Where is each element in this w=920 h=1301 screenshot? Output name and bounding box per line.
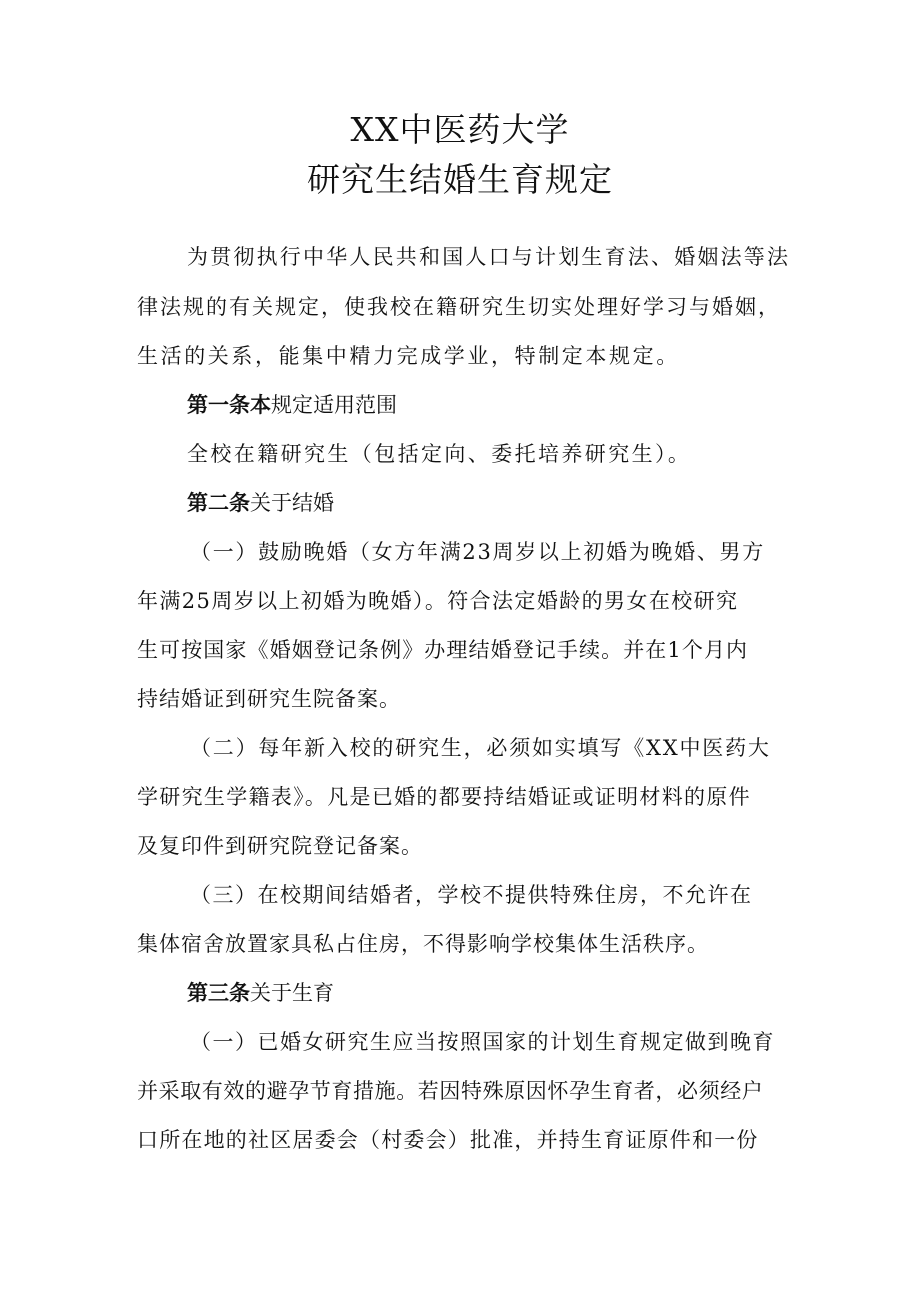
article-1-title: 规定适用范围: [271, 393, 397, 417]
article-1-heading: [187, 390, 397, 420]
article-3-item-1-line-3: 口所在地的社区居委会（村委会）批准，并持生育证原件和一份: [137, 1128, 759, 1152]
article-2-item-2-line-2: 学研究生学籍表》。凡是已婚的都要持结婚证或证明材料的原件: [137, 785, 751, 809]
intro-line-3: 生活的关系，能集中精力完成学业，特制定本规定。: [137, 344, 680, 368]
article-2-item-1-line-2: 年满25周岁以上初婚为晚婚）。符合法定婚龄的男女在校研究: [137, 589, 739, 613]
article-3-item-1-line-1: （一）已婚女研究生应当按照国家的计划生育规定做到晚育: [190, 1030, 775, 1054]
document-title-line1: XX中医药大学: [350, 110, 570, 149]
article-3-heading: [187, 978, 334, 1008]
article-3-title: 关于生育: [250, 981, 334, 1005]
document-title-line2: 研究生结婚生育规定: [307, 160, 613, 199]
article-2-number: 第二条: [187, 490, 250, 515]
article-2-item-3-line-2: 集体宿舍放置家具私占住房，不得影响学校集体生活秩序。: [137, 932, 709, 956]
article-2-item-2-line-3: 及复印件到研究院登记备案。: [137, 834, 423, 858]
article-2-title: 关于结婚: [250, 491, 334, 515]
article-2-item-2-line-1: （二）每年新入校的研究生，必须如实填写《XX中医药大: [190, 736, 771, 760]
intro-line-2: 律法规的有关规定，使我校在籍研究生切实处理好学习与婚姻，: [137, 295, 781, 319]
intro-line-1: 为贯彻执行中华人民共和国人口与计划生育法、婚姻法等法: [187, 245, 791, 269]
article-2-item-3-line-1: （三）在校期间结婚者，学校不提供特殊住房，不允许在: [190, 883, 753, 907]
article-2-item-1-line-3: 生可按国家《婚姻登记条例》办理结婚登记手续。并在1个月内: [137, 638, 749, 662]
article-2-item-1-line-1: （一）鼓励晚婚（女方年满23周岁以上初婚为晚婚、男方: [190, 540, 765, 564]
article-1-number: 第一条本: [187, 392, 271, 417]
article-2-item-1-line-4: 持结婚证到研究生院备案。: [137, 687, 401, 711]
article-3-item-1-line-2: 并采取有效的避孕节育措施。若因特殊原因怀孕生育者，必须经户: [137, 1079, 764, 1103]
article-1-content: 全校在籍研究生（包括定向、委托培养研究生）。: [187, 442, 692, 466]
article-2-heading: [187, 488, 334, 518]
article-3-number: 第三条: [187, 980, 250, 1005]
